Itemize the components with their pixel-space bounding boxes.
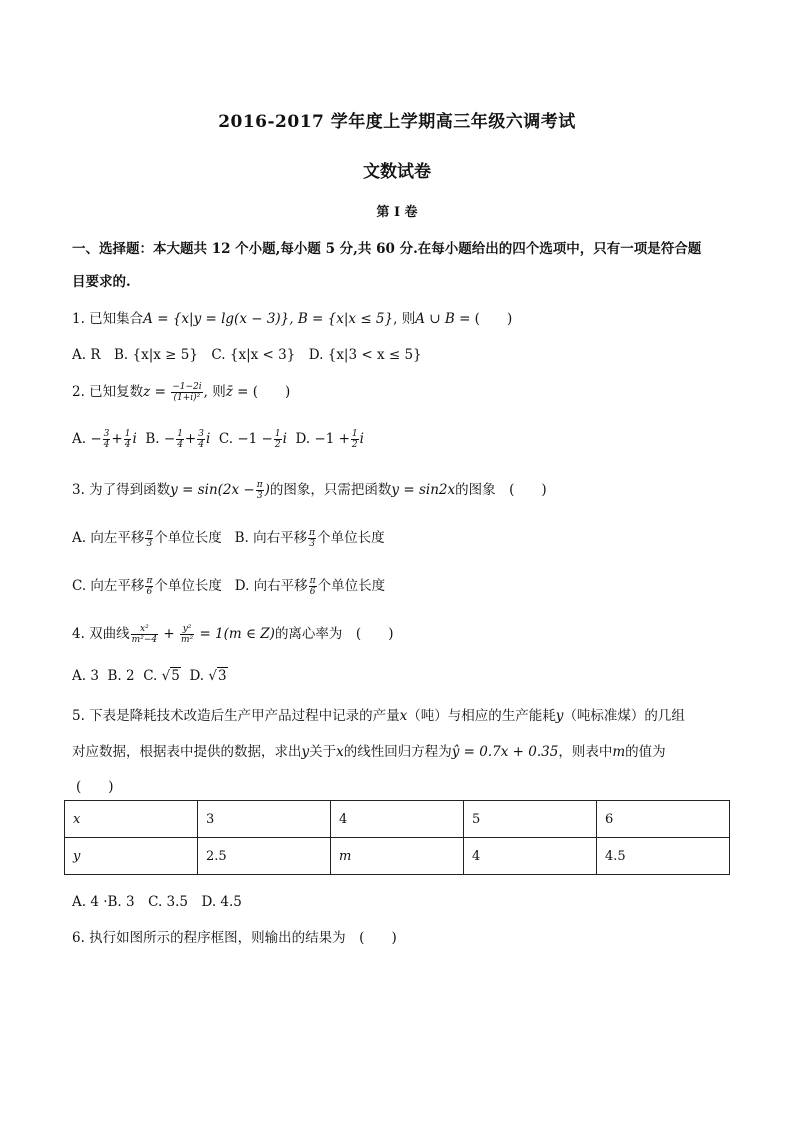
question-3-stem: 3. 为了得到函数y = sin(2x − $\frac{\pi}{3}$ )的图象，只需把函数y = sin2x的图象 ( ) bbox=[72, 480, 547, 501]
question-6-stem: 6. 执行如图所示的程序框图，则输出的结果为 ( ) bbox=[72, 930, 397, 946]
question-2-options: A. − $\frac{3}{4}$ + $\frac{1}{4}$ i B. − $\frac{1}{4}$ + $\frac{3}{4}$ i C. −1 − $\frac{1}{2}$ i D. −1 + $\frac{1}{2}$ i bbox=[72, 429, 364, 450]
question-4-options: A. 3 B. 2 C. √5 D. √3 bbox=[72, 668, 227, 684]
data-table bbox=[64, 800, 730, 875]
question-5-line3: ( ) bbox=[76, 779, 114, 795]
question-5-line2: 对应数据，根据表中提供的数据，求出y关于x的线性回归方程为ŷ = 0.7x + 0.35，则表中m的值为 bbox=[72, 744, 666, 760]
section-instruction-line2: 目要求的. bbox=[72, 274, 131, 290]
table-row: x 3 4 5 6 bbox=[65, 801, 730, 838]
question-5-options: A. 4 ·B. 3 C. 3.5 D. 4.5 bbox=[72, 894, 242, 910]
volume-label: 第 I 卷 bbox=[376, 205, 418, 220]
q2-fraction: $\frac{-1-2i}{\text{(1+i)²}}$ bbox=[172, 382, 202, 403]
question-3-options-ab: A. 向左平移 $\frac{\pi}{3}$ 个单位长度 B. 向右平移 $\frac{\pi}{3}$ 个单位长度 bbox=[72, 528, 385, 549]
section-instruction-line1: 一、选择题：本大题共 12 个小题,每小题 5 分,共 60 分.在每小题给出的四个选项中，只有一项是符合题 bbox=[72, 241, 702, 257]
exam-title: 2016-2017 学年度上学期高三年级六调考试 bbox=[218, 112, 576, 132]
question-3-options-cd: C. 向左平移 $\frac{\pi}{6}$ 个单位长度 D. 向右平移 $\frac{\pi}{6}$ 个单位长度 bbox=[72, 576, 386, 597]
question-1-options: A. R B. {x|x ≥ 5} C. {x|x < 3} D. {x|3 < x ≤ 5} bbox=[72, 347, 422, 363]
table-row: y 2.5 m 4 4.5 bbox=[65, 838, 730, 875]
exam-subtitle: 文数试卷 bbox=[363, 162, 431, 182]
question-5-line1: 5. 下表是降耗技术改造后生产甲产品过程中记录的产量x（吨）与相应的生产能耗y（吨标准煤）的几组 bbox=[72, 708, 685, 724]
question-2-stem: 2. 已知复数z = $\frac{-1-2i}{\text{(1+i)²}}$ , 则z̄ = ( ) bbox=[72, 382, 291, 403]
question-1-stem: 1. 已知集合A = {x|y = lg(x − 3)}, B = {x|x ≤ 5}, 则A ∪ B = ( ) bbox=[72, 311, 513, 327]
question-4-stem: 4. 双曲线 $\frac{\text{x²}}{\text{m²−4}}$ + $\frac{\text{y²}}{\text{m²}}$ = 1(m ∈ Z)的离心率为 ( ) bbox=[72, 624, 394, 645]
